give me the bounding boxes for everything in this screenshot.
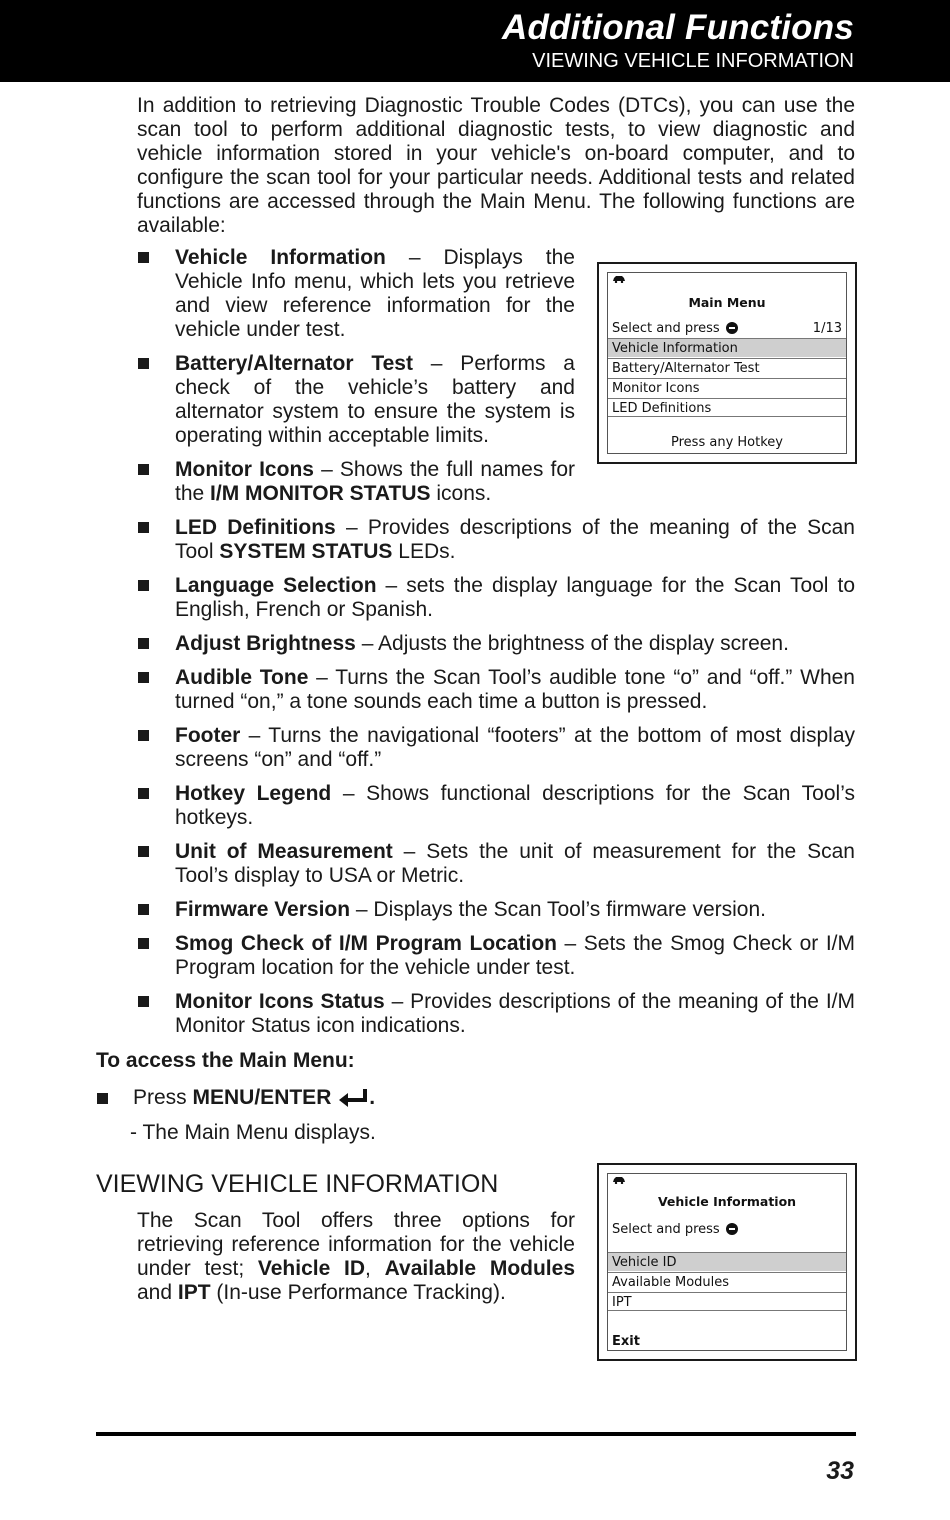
list-item	[137, 458, 575, 506]
menu-row: Monitor Icons	[608, 378, 846, 397]
function-desc: – Shows the full names for the	[175, 458, 575, 505]
function-term: Vehicle Information	[175, 246, 386, 269]
prompt-text: Select and press	[612, 321, 720, 336]
section-heading: VIEWING VEHICLE INFORMATION	[96, 1170, 499, 1198]
press-instruction	[96, 1086, 375, 1110]
menu-row-selected: Vehicle ID	[608, 1252, 846, 1271]
bullet-square-icon	[138, 464, 149, 475]
screen-prompt	[612, 321, 738, 336]
function-desc: icons.	[430, 482, 492, 505]
list-item	[137, 516, 855, 564]
function-bold: I/M MONITOR STATUS	[210, 482, 431, 505]
bullet-square-icon	[138, 638, 149, 649]
list-item	[137, 632, 855, 656]
separator: and	[137, 1281, 178, 1304]
list-item	[137, 246, 575, 342]
bullet-square-icon	[138, 252, 149, 263]
list-item	[137, 666, 855, 714]
function-desc: LEDs.	[392, 540, 456, 563]
chapter-title: Additional Functions	[501, 8, 854, 47]
menu-row: IPT	[608, 1292, 846, 1311]
option-vehicle-id: Vehicle ID	[257, 1257, 366, 1280]
bullet-square-icon	[138, 996, 149, 1007]
function-desc: – Sets the Smog Check or I/M Program location for the vehicle under test.	[175, 932, 855, 979]
function-bold: SYSTEM STATUS	[219, 540, 393, 563]
section-text: The Scan Tool offers three options for retrieving reference information for the vehicle under test;	[137, 1209, 575, 1280]
function-term: Hotkey Legend	[175, 782, 332, 805]
function-desc: – Provides descriptions of the meaning of the I/M Monitor Status icon indications.	[175, 990, 855, 1037]
list-item	[137, 574, 855, 622]
function-desc: – Turns the Scan Tool’s audible tone “o” and “off.” When turned “on,” a tone sounds each time a button is pressed.	[175, 666, 855, 713]
vehicle-info-screen	[597, 1163, 857, 1361]
page-number: 33	[826, 1457, 854, 1485]
list-item	[137, 932, 855, 980]
list-item	[137, 898, 855, 922]
section-text: (In-use Performance Tracking).	[210, 1281, 506, 1304]
function-term: LED Definitions	[175, 516, 336, 539]
screen-exit-label: Exit	[612, 1334, 640, 1349]
bullet-square-icon	[138, 522, 149, 533]
bullet-square-icon	[138, 904, 149, 915]
press-suffix: .	[369, 1086, 376, 1109]
function-desc: – Displays the Scan Tool’s firmware version.	[350, 898, 766, 921]
screen-page-indicator: 1/13	[812, 321, 842, 336]
enter-arrow-icon	[337, 1087, 369, 1107]
screen-prompt	[612, 1222, 738, 1237]
prompt-text: Select and press	[612, 1222, 720, 1237]
bullet-square-icon	[138, 788, 149, 799]
screen-display	[607, 272, 847, 454]
menu-row: Battery/Alternator Test	[608, 358, 846, 377]
function-list-bottom	[137, 516, 855, 1048]
menu-row: LED Definitions	[608, 398, 846, 417]
bullet-square-icon	[138, 580, 149, 591]
footer-rule	[96, 1432, 856, 1436]
bullet-square-icon	[97, 1093, 108, 1104]
function-term: Smog Check of I/M Program Location	[175, 932, 557, 955]
bullet-square-icon	[138, 358, 149, 369]
function-desc: – Turns the navigational “footers” at the bottom of most display screens “on” and “off.”	[175, 724, 855, 771]
function-term: Unit of Measurement	[175, 840, 393, 863]
screen-title: Main Menu	[688, 295, 766, 310]
function-desc: – Shows functional descriptions for the Scan Tool’s hotkeys.	[175, 782, 855, 829]
function-term: Monitor Icons	[175, 458, 314, 481]
menu-row-selected: Vehicle Information	[608, 338, 846, 357]
function-desc: – Displays the Vehicle Info menu, which lets you retrieve and view reference information for the vehicle under test.	[175, 246, 575, 341]
option-ipt: IPT	[177, 1281, 211, 1304]
list-item	[137, 782, 855, 830]
enter-icon	[726, 322, 738, 334]
screen-display	[607, 1173, 847, 1351]
menu-row: Available Modules	[608, 1272, 846, 1291]
separator: ,	[365, 1257, 385, 1280]
function-term: Monitor Icons Status	[175, 990, 385, 1013]
page-header	[0, 0, 950, 82]
bullet-square-icon	[138, 672, 149, 683]
section-subtitle: VIEWING VEHICLE INFORMATION	[532, 50, 854, 72]
list-item	[137, 724, 855, 772]
press-text: Press	[133, 1086, 193, 1109]
function-term: Battery/Alternator Test	[175, 352, 413, 375]
list-item	[137, 990, 855, 1038]
function-term: Firmware Version	[175, 898, 351, 921]
menu-enter-key: MENU/ENTER	[192, 1086, 332, 1109]
function-desc: – sets the display language for the Scan Tool to English, French or Spanish.	[175, 574, 855, 621]
bullet-square-icon	[138, 846, 149, 857]
function-desc: – Sets the unit of measurement for the Scan Tool’s display to USA or Metric.	[175, 840, 855, 887]
main-menu-screen	[597, 262, 857, 464]
function-term: Audible Tone	[175, 666, 309, 689]
function-desc: – Performs a check of the vehicle’s battery and alternator system to ensure the system is operating within acceptable limits.	[175, 352, 575, 447]
screen-footer: Press any Hotkey	[671, 435, 783, 450]
car-icon	[612, 275, 626, 283]
function-term: Language Selection	[175, 574, 377, 597]
car-icon	[612, 1176, 626, 1184]
list-item	[137, 840, 855, 888]
bullet-square-icon	[138, 938, 149, 949]
function-desc: – Adjusts the brightness of the display screen.	[355, 632, 789, 655]
list-item	[137, 352, 575, 448]
function-desc: – Provides descriptions of the meaning of the Scan Tool	[175, 516, 855, 563]
enter-icon	[726, 1223, 738, 1235]
access-heading: To access the Main Menu:	[96, 1049, 355, 1072]
function-term: Footer	[175, 724, 241, 747]
main-menu-result: - The Main Menu displays.	[130, 1121, 376, 1144]
function-term: Adjust Brightness	[175, 632, 356, 655]
bullet-square-icon	[138, 730, 149, 741]
screen-title: Vehicle Information	[657, 1194, 797, 1209]
section-paragraph	[137, 1209, 575, 1305]
intro-paragraph: In addition to retrieving Diagnostic Trouble Codes (DTCs), you can use the scan tool to perform additional diagnostic tests, to view diagnostic and vehicle information stored in your vehicle's on-board computer, and to configure the scan tool for your particular needs. Additional tests and related functions are accessed through the Main Menu. The following functions are available:	[137, 94, 855, 237]
option-available-modules: Available Modules	[384, 1257, 575, 1280]
